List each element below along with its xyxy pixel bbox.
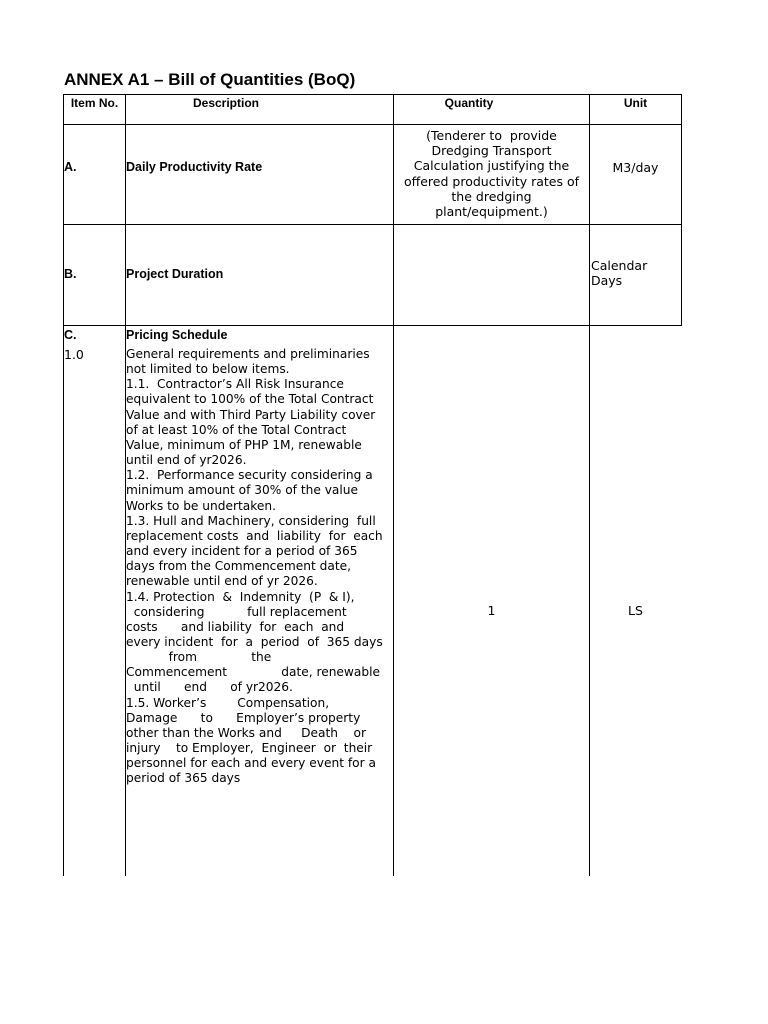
row-a-description: Daily Productivity Rate (126, 160, 263, 174)
header-quantity: Quantity (444, 96, 494, 110)
header-unit: Unit (623, 96, 648, 110)
row-c-item: C. (64, 328, 77, 342)
page-title: ANNEX A1 – Bill of Quantities (BoQ) (64, 70, 356, 89)
row-c-description: Pricing Schedule (126, 328, 228, 342)
header-description: Description (192, 96, 259, 110)
row-a-item: A. (64, 160, 77, 174)
row-a-quantity: (Tenderer to provide Dredging Transport Calculation justifying the offered productivity rates of the dredging plant/equipment.) (403, 128, 580, 220)
row-b-description: Project Duration (126, 267, 224, 281)
row-c-sub-description: General requirements and preliminaries not limited to below items. 1.1. Contractor’s All Risk Insurance equivalent to 100% of the Total Contract Value and with Third Party Liability cover of at least 10% of the Total Contract Value, minimum of PHP 1M, renewable until end of yr2026. 1.2. Performance security considering a minimum amount of 30% of the value Works to be undertaken. 1.3. Hull and Machinery, considering full replacement costs and liability for each and every incident for a period of 365 days from the Commencement date, renewable until end of yr 2026. 1.4. Protection & Indemnity (P & I), considering full replacement costs and liability for each and every incident for a period of 365 days from the Commencement date, renewable until end of yr2026. 1.5. Worker’s Compensation, Damage to Employer’s property other than the Works and Death or injury to Employer, Engineer or their personnel for each and every event for a period of 365 days (126, 347, 383, 786)
row-c-sub-item: 1.0 (64, 347, 84, 362)
row-b-unit: Calendar Days (591, 258, 648, 289)
header-item-no: Item No. (70, 96, 119, 110)
row-b-item: B. (64, 267, 77, 281)
row-a-unit: M3/day (612, 160, 659, 175)
row-c-unit: LS (628, 603, 643, 618)
row-c-quantity: 1 (487, 603, 496, 618)
